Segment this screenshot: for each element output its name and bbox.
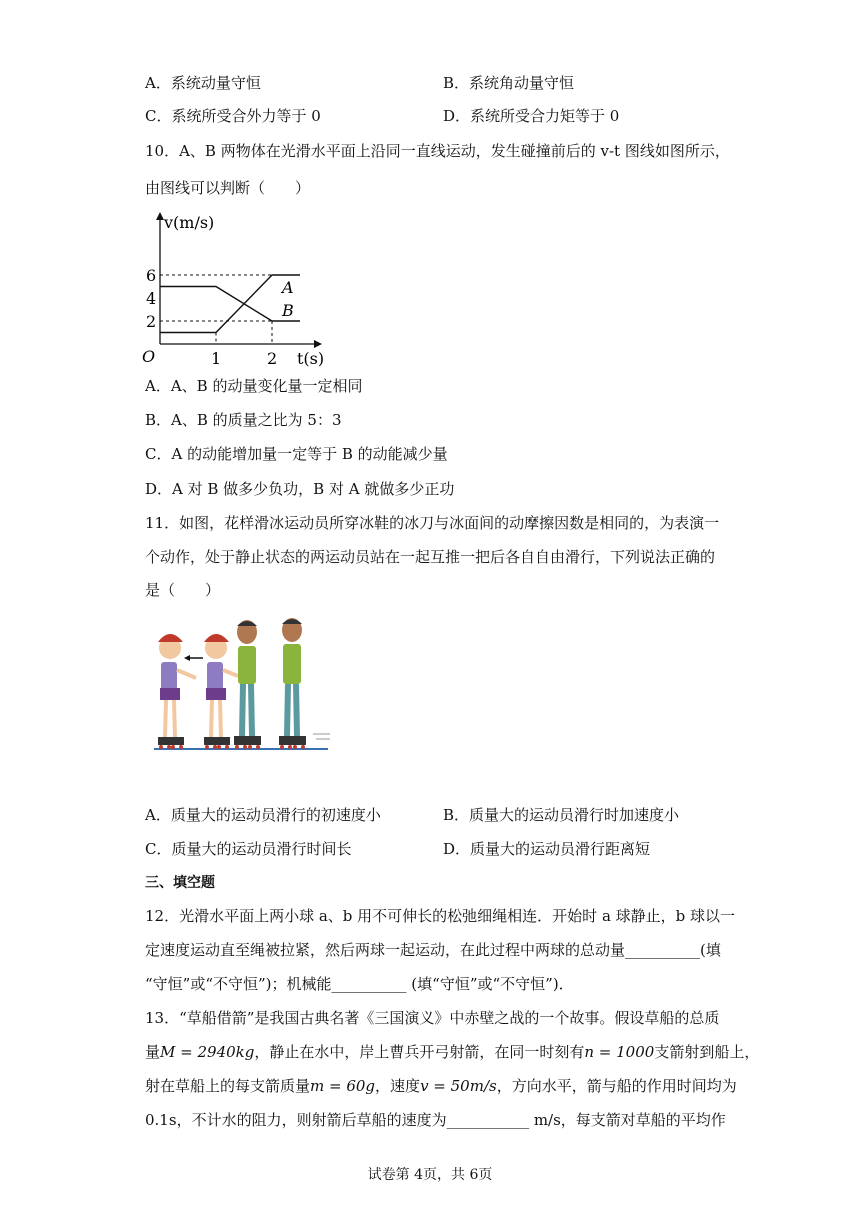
q9-option-b: B．系统角动量守恒 — [443, 74, 575, 92]
q13-line3-b: ，速度 — [375, 1077, 421, 1095]
q11-option-a: A．质量大的运动员滑行的初速度小 — [145, 806, 381, 824]
q13-mass-equation: M = 2940kg — [160, 1043, 255, 1061]
page-footer: 试卷第 4页，共 6页 — [367, 1167, 493, 1183]
q12-line2: 定速度运动直至绳被拉紧，然后两球一起运动，在此过程中两球的总动量__________(填 — [145, 941, 721, 959]
q13-velocity-equation: v = 50m/s — [420, 1077, 497, 1095]
q13-line3 — [145, 1076, 737, 1096]
y-axis-label: v(m/s) — [164, 213, 215, 232]
q10-option-c: C．A 的动能增加量一定等于 B 的动能减少量 — [145, 445, 448, 463]
series-label-A: A — [282, 278, 294, 297]
skater-girl-left — [158, 634, 196, 749]
q13-line4-text: ，不计水的阻力，则射箭后草船的速度为___________ m/s，每支箭对草船的平均作 — [176, 1111, 726, 1129]
y-axis-arrow — [156, 212, 164, 220]
q11-option-d: D．质量大的运动员滑行距离短 — [443, 840, 651, 858]
q11-option-b: B．质量大的运动员滑行时加速度小 — [443, 806, 680, 824]
q11-option-c: C．质量大的运动员滑行时间长 — [145, 840, 352, 858]
y-tick-label: 6 — [146, 266, 157, 285]
q11-stem-line1: 11．如图，花样滑冰运动员所穿冰鞋的冰刀与冰面间的动摩擦因数是相同的，为表演一 — [145, 514, 720, 532]
y-tick-label: 2 — [146, 312, 157, 331]
series-line-B — [160, 287, 300, 322]
q10-stem-line2: 由图线可以判断（ ） — [145, 179, 311, 197]
q13-line2 — [145, 1042, 759, 1062]
x-tick-label: 1 — [211, 349, 222, 368]
x-axis-label: t(s) — [297, 349, 325, 368]
q10-option-b: B．A、B 的质量之比为 5：3 — [145, 411, 342, 429]
series-line-A — [160, 275, 300, 333]
skaters-illustration — [148, 612, 338, 757]
q13-count-equation: n = 1000 — [584, 1043, 655, 1061]
q13-line1: 13．“草船借箭”是我国古典名著《三国演义》中赤壁之战的一个故事。假设草船的总质 — [145, 1009, 720, 1027]
skater-boy-left — [234, 620, 261, 749]
q13-line2-c: 支箭射到船上， — [654, 1043, 760, 1061]
vt-graph — [140, 210, 340, 368]
q13-line3-c: ，方向水平，箭与船的作用时间均为 — [496, 1077, 737, 1095]
q12-line1: 12．光滑水平面上两小球 a、b 用不可伸长的松弛细绳相连．开始时 a 球静止，b 球以一 — [145, 907, 736, 925]
series-label-B: B — [282, 301, 294, 320]
q9-option-c: C．系统所受合外力等于 0 — [145, 107, 321, 125]
q10-option-d: D．A 对 B 做多少负功，B 对 A 就做多少正功 — [145, 480, 455, 498]
skater-boy-right — [279, 618, 306, 749]
x-axis-arrow — [314, 340, 322, 348]
q13-line4 — [145, 1110, 726, 1130]
q13-time-value: 0.1s — [145, 1111, 177, 1129]
q13-line2-b: ，静止在水中，岸上曹兵开弓射箭，在同一时刻有 — [254, 1043, 585, 1061]
q13-line2-a: 量 — [145, 1043, 161, 1061]
q9-option-a: A．系统动量守恒 — [145, 74, 261, 92]
section-heading: 三、填空题 — [145, 875, 215, 891]
q12-line3: “守恒”或“不守恒”)；机械能__________ (填“守恒”或“不守恒”)． — [145, 975, 574, 993]
q13-line3-a: 射在草船上的每支箭质量 — [145, 1077, 311, 1095]
origin-label: O — [142, 347, 156, 366]
q9-option-d: D．系统所受合力矩等于 0 — [443, 107, 620, 125]
x-tick-label: 2 — [267, 349, 278, 368]
q11-stem-line2: 个动作，处于静止状态的两运动员站在一起互推一把后各自自由滑行，下列说法正确的 — [145, 548, 716, 566]
q11-stem-line3: 是（ ） — [145, 581, 221, 599]
q10-stem-line1: 10．A、B 两物体在光滑水平面上沿同一直线运动，发生碰撞前后的 v-t 图线如图所示， — [145, 142, 730, 160]
q13-arrow-mass-equation: m = 60g — [310, 1077, 376, 1095]
q10-option-a: A．A、B 的动量变化量一定相同 — [145, 377, 363, 395]
y-tick-label: 4 — [146, 289, 157, 308]
skater-girl-right — [204, 634, 238, 749]
